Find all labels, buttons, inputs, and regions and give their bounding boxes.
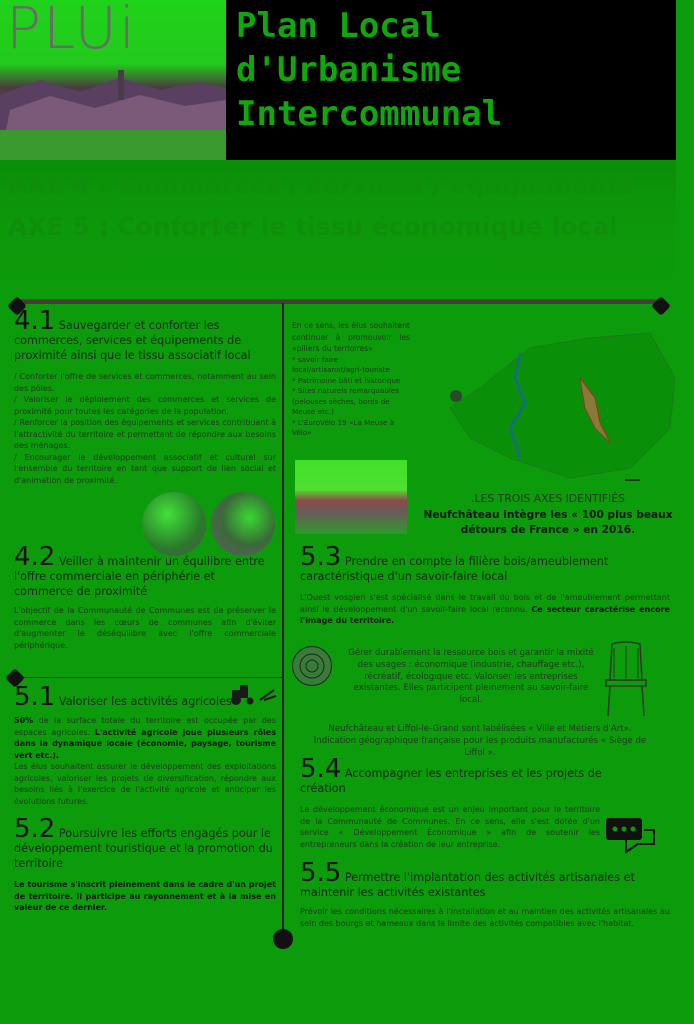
- section-5-3-text: L'Ouest vosgien s'est spécialisé dans le travail du bois et de l'ameublement permettant ainsi le développement d'un savoir-faire local reconnu.: [300, 593, 670, 614]
- section-5-1: [14, 682, 276, 807]
- section-5-3-text-bold: Ce secteur caractérise encore l'image du territoire.: [300, 604, 670, 625]
- pillar-3: * Sites naturels remarquables (pelouses sèches, bords de Meuse etc.): [292, 386, 399, 416]
- section-5-3-center: Gérer durablement la ressource bois et garantir la mixité des usages : économique (industrie, chauffage etc.), récréatif, écologique etc. Valoriser les entreprises existantes. Elles participent pleinement au savoir-faire local.: [348, 648, 594, 706]
- section-5-3-body: [300, 592, 670, 627]
- pillar-2: * Patrimoine bâti et historique: [292, 375, 401, 385]
- timeline-center-line: [282, 303, 284, 939]
- section-4-2: [14, 542, 276, 651]
- landscape-photo: [295, 460, 407, 534]
- section-4-1-bullets: [14, 371, 276, 486]
- axes-title: .LES TROIS AXES IDENTIFIÉS: [471, 492, 625, 505]
- section-5-1-heading: [14, 682, 276, 712]
- section-4-2-heading: [14, 542, 276, 599]
- section-5-3-title: Prendre en compte la filière bois/ameublement caractéristique d'un savoir-faire local: [300, 555, 609, 583]
- axis4-title: AXE 4 : Commerces / services / équipements: [8, 170, 634, 199]
- section-5-2-number: 5.2: [14, 814, 56, 844]
- chat-bubbles-icon: [604, 816, 658, 862]
- section-5-5: [300, 858, 670, 929]
- section-4-1-title: Sauvegarder et conforter les commerces, services et équipements de proximité ainsi que le tissu associatif local: [14, 319, 251, 362]
- section-5-5-title: Permettre l'implantation des activités artisanales et maintenir les activités existantes: [300, 871, 635, 899]
- section-5-4-number: 5.4: [300, 754, 342, 784]
- timeline-left-branch: [14, 677, 282, 678]
- section-4-1-heading: [14, 306, 276, 363]
- pillars-block: [292, 320, 410, 439]
- bullet-3: / Renforcer la position des équipements et services contribuant à l'attractivité du territoire et permettant de répondre aux besoins des ménages.: [14, 418, 276, 450]
- section-5-1-title: Valoriser les activités agricoles: [58, 695, 232, 708]
- pillar-4: * L'EuroVélo 19 «La Meuse à Vélo»: [292, 417, 395, 437]
- pillars-list: [292, 355, 410, 439]
- section-5-1-text-1: de la surface totale du territoire est occupée par des espaces agricoles.: [14, 716, 276, 737]
- title-line-1: Plan Local: [236, 6, 441, 46]
- section-5-3: [300, 542, 670, 627]
- section-5-1-body: [14, 715, 276, 807]
- section-5-1-text-bold: L'activité agricole joue plusieurs rôles dans la dynamique locale (économie, paysage, tourisme vert etc.).: [14, 727, 276, 760]
- section-5-3-number: 5.3: [300, 542, 342, 572]
- section-4-2-title: Veiller à maintenir un équilibre entre l'offre commerciale en périphérie et commerce de proximité: [14, 555, 265, 598]
- timeline-node-bottom: [273, 929, 293, 949]
- section-5-1-number: 5.1: [14, 682, 56, 712]
- label-villes-metiers: Neufchâteau et Liffol-le-Grand sont labélisées « Ville et Métiers d'Art». Indication géographique française pour les produits manufacturés « Siège de Liffol ».: [313, 724, 647, 758]
- section-5-2-heading: [14, 814, 276, 871]
- chair-icon: [600, 640, 652, 722]
- section-5-4-heading: [300, 754, 630, 796]
- street-photo-2: [211, 492, 275, 556]
- section-5-5-heading: [300, 858, 670, 900]
- axes-subtitle: Neufchâteau intègre les « 100 plus beaux détours de France » en 2016.: [423, 509, 673, 536]
- timeline-top-bar: [16, 299, 661, 304]
- section-5-4: [300, 754, 630, 850]
- section-5-4-title: Accompagner les entreprises et les projets de création: [300, 767, 602, 795]
- page-title: [236, 4, 666, 136]
- section-5-3-heading: [300, 542, 670, 584]
- wood-log-icon: [292, 646, 332, 686]
- axes-block: [414, 492, 682, 538]
- section-4-2-number: 4.2: [14, 542, 56, 572]
- section-4-2-body: L'objectif de la Communauté de Communes est de préserver le commerce dans les cœurs de communes afin d'éviter d'augmenter le déséquilibre avec l'offre commerciale périphérique.: [14, 606, 276, 650]
- agri-percent: 50%: [14, 716, 34, 725]
- section-5-5-body: Prévoir les conditions nécessaires à l'installation et au maintien des activités artisanales au sein des bourgs et hameaux dans la limite des activités compatibles avec l'habitat.: [300, 907, 670, 928]
- axis5-title: AXE 5 : Conforter le tissu économique local: [8, 212, 618, 241]
- plui-logo: PLUi: [6, 0, 137, 62]
- section-5-2-title: Poursuivre les efforts engagés pour le développement touristique et la promotion du territoire: [14, 827, 273, 870]
- section-4-1: [14, 306, 276, 486]
- section-5-4-body: Le développement économique est un enjeu important pour le territoire de la Communauté de Communes. En ce sens, elle s'est dotée d'un service « Développement Économique » afin de soutenir les entrepreneurs dans la création de leur entreprise.: [300, 805, 600, 849]
- pillar-1: * savoir faire local/artisanat/agri-touriste: [292, 354, 390, 374]
- section-5-2-body: Le tourisme s'inscrit pleinement dans le cadre d'un projet de territoire. Il participe au rayonnement et à la mise en valeur de ce dernier.: [14, 880, 276, 912]
- bullet-2: / Valoriser le déploiement des commerces et services de proximité pour toutes les catégories de la population.: [14, 395, 276, 416]
- pillars-intro: En ce sens, les élus souhaitent continuer à promouvoir les «piliers du terrioires»: [292, 321, 410, 353]
- section-5-5-number: 5.5: [300, 858, 342, 888]
- street-photo-1: [142, 492, 206, 556]
- bullet-1: / Conforter l'offre de services et commerces, notamment au sein des pôles.: [14, 372, 276, 393]
- title-line-2: d'Urbanisme: [236, 50, 462, 90]
- territory-map: [420, 318, 690, 488]
- section-4-1-number: 4.1: [14, 306, 56, 336]
- bullet-4: / Encourager le développement associatif et culturel sur l'ensemble du territoire en tant que support de lien social et d'animation de proximité.: [14, 452, 276, 485]
- section-5-2: [14, 814, 276, 914]
- title-line-3: Intercommunal: [236, 94, 503, 134]
- section-5-1-text-2: Les élus souhaitent assurer le développement des exploitations agricoles, valoriser les projets de diversification, répondre aux besoins liés à l'exercice de l'activité agricole et anticiper les évolutions futures.: [14, 762, 276, 806]
